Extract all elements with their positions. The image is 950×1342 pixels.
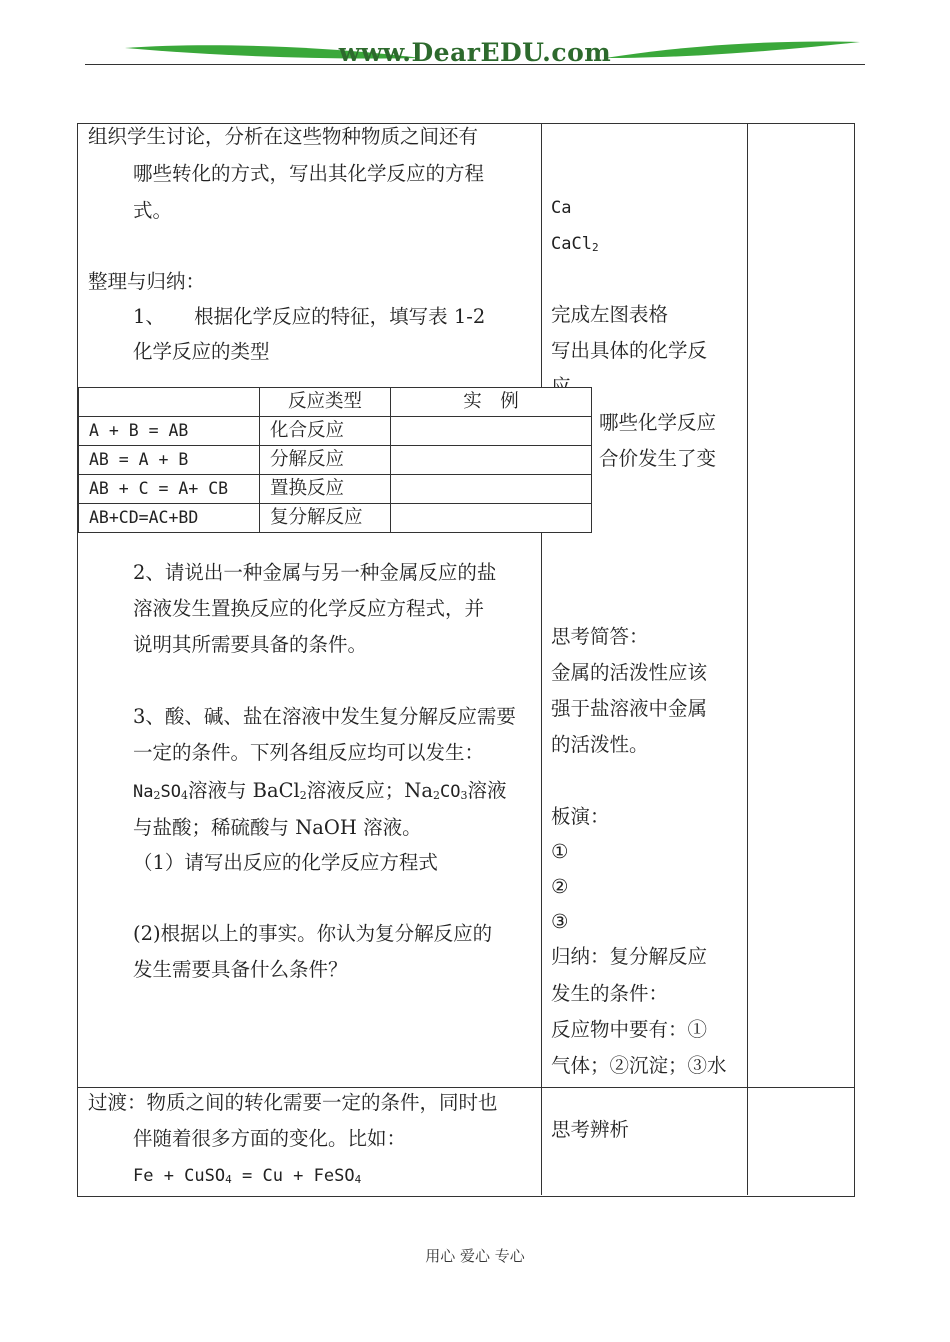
formula-cell: AB = A + B: [79, 446, 260, 475]
formula-cell: A + B = AB: [79, 417, 260, 446]
example-cell: [391, 475, 592, 504]
text-line: 一定的条件。下列各组反应均可以发生：: [133, 741, 485, 764]
example-cell: [391, 504, 592, 533]
text-line: 写出具体的化学反: [551, 339, 708, 362]
column-divider-1: [541, 123, 542, 1195]
text-line: 思考简答：: [551, 625, 649, 648]
section-heading: 整理与归纳：: [88, 270, 206, 293]
type-cell: 置换反应: [260, 475, 391, 504]
text-line-formulas: $Na_2SO_4$溶液与 BaCl$_2$溶液反应；$Na_2CO_3$溶液: [133, 779, 507, 802]
text-line: 伴随着很多方面的变化。比如：: [133, 1127, 407, 1150]
example-cell: [391, 446, 592, 475]
text-line: 反应物中要有：①: [551, 1018, 708, 1041]
table-header-cell: [79, 388, 260, 417]
text-line: 组织学生讨论，分析在这些物种物质之间还有: [88, 125, 479, 148]
text-line: 哪些化学反应: [599, 411, 717, 434]
table-header-cell: 实 例: [391, 388, 592, 417]
text-line: 过渡：物质之间的转化需要一定的条件，同时也: [88, 1091, 498, 1114]
text-line: 思考辨析: [551, 1118, 630, 1141]
table-row: [79, 475, 592, 504]
header-rule: [85, 64, 865, 65]
circled-one: ①: [551, 840, 569, 863]
column-divider-2: [747, 123, 748, 1195]
text-line: (2)根据以上的事实。你认为复分解反应的: [133, 922, 493, 945]
text-line: 2、请说出一种金属与另一种金属反应的盐: [133, 561, 497, 584]
formula-ca: Ca: [551, 198, 572, 218]
text-line: 1、 根据化学反应的特征，填写表 1-2: [133, 305, 486, 328]
table-row: [79, 446, 592, 475]
formula-cacl2: CaCl$_2$: [551, 234, 599, 254]
text-line: 哪些转化的方式，写出其化学反应的方程: [133, 162, 485, 185]
circled-three: ③: [551, 910, 569, 933]
text-line: 板演：: [551, 805, 610, 828]
text-line: 溶液发生置换反应的化学反应方程式，并: [133, 597, 485, 620]
text-line: 归纳：复分解反应: [551, 945, 708, 968]
circled-two: ②: [551, 875, 569, 898]
table-row: [79, 417, 592, 446]
text-line: 与盐酸；稀硫酸与 NaOH 溶液。: [133, 816, 422, 839]
text-line: 发生需要具备什么条件？: [133, 958, 348, 981]
formula-cell: AB + C = A+ CB: [79, 475, 260, 504]
example-cell: [391, 417, 592, 446]
page-footer: 用心 爱心 专心: [425, 1247, 525, 1265]
type-cell: 分解反应: [260, 446, 391, 475]
table-row: [79, 504, 592, 533]
equation-line: Fe + CuSO$_4$ = Cu + FeSO$_4$: [133, 1166, 362, 1186]
text-line: 完成左图表格: [551, 303, 669, 326]
text-line: 金属的活泼性应该: [551, 661, 708, 684]
text-line: 气体；②沉淀；③水: [551, 1054, 727, 1077]
text-line: （1）请写出反应的化学反应方程式: [133, 851, 438, 874]
page-header: [85, 30, 865, 75]
text-line: 说明其所需要具备的条件。: [133, 633, 368, 656]
text-line: 合价发生了变: [599, 447, 717, 470]
text-line: 化学反应的类型: [133, 340, 270, 363]
text-line: 式。: [133, 199, 173, 222]
text-line: 发生的条件：: [551, 982, 669, 1005]
text-line: 的活泼性。: [551, 733, 649, 756]
site-logo: www.DearEDU.com: [338, 38, 612, 67]
text-line: 3、酸、碱、盐在溶液中发生复分解反应需要: [133, 705, 516, 728]
table-header-cell: 反应类型: [260, 388, 391, 417]
reaction-type-table: [78, 387, 592, 532]
type-cell: 复分解反应: [260, 504, 391, 533]
formula-cell: AB+CD=AC+BD: [79, 504, 260, 533]
type-cell: 化合反应: [260, 417, 391, 446]
text-line: 强于盐溶液中金属: [551, 697, 708, 720]
